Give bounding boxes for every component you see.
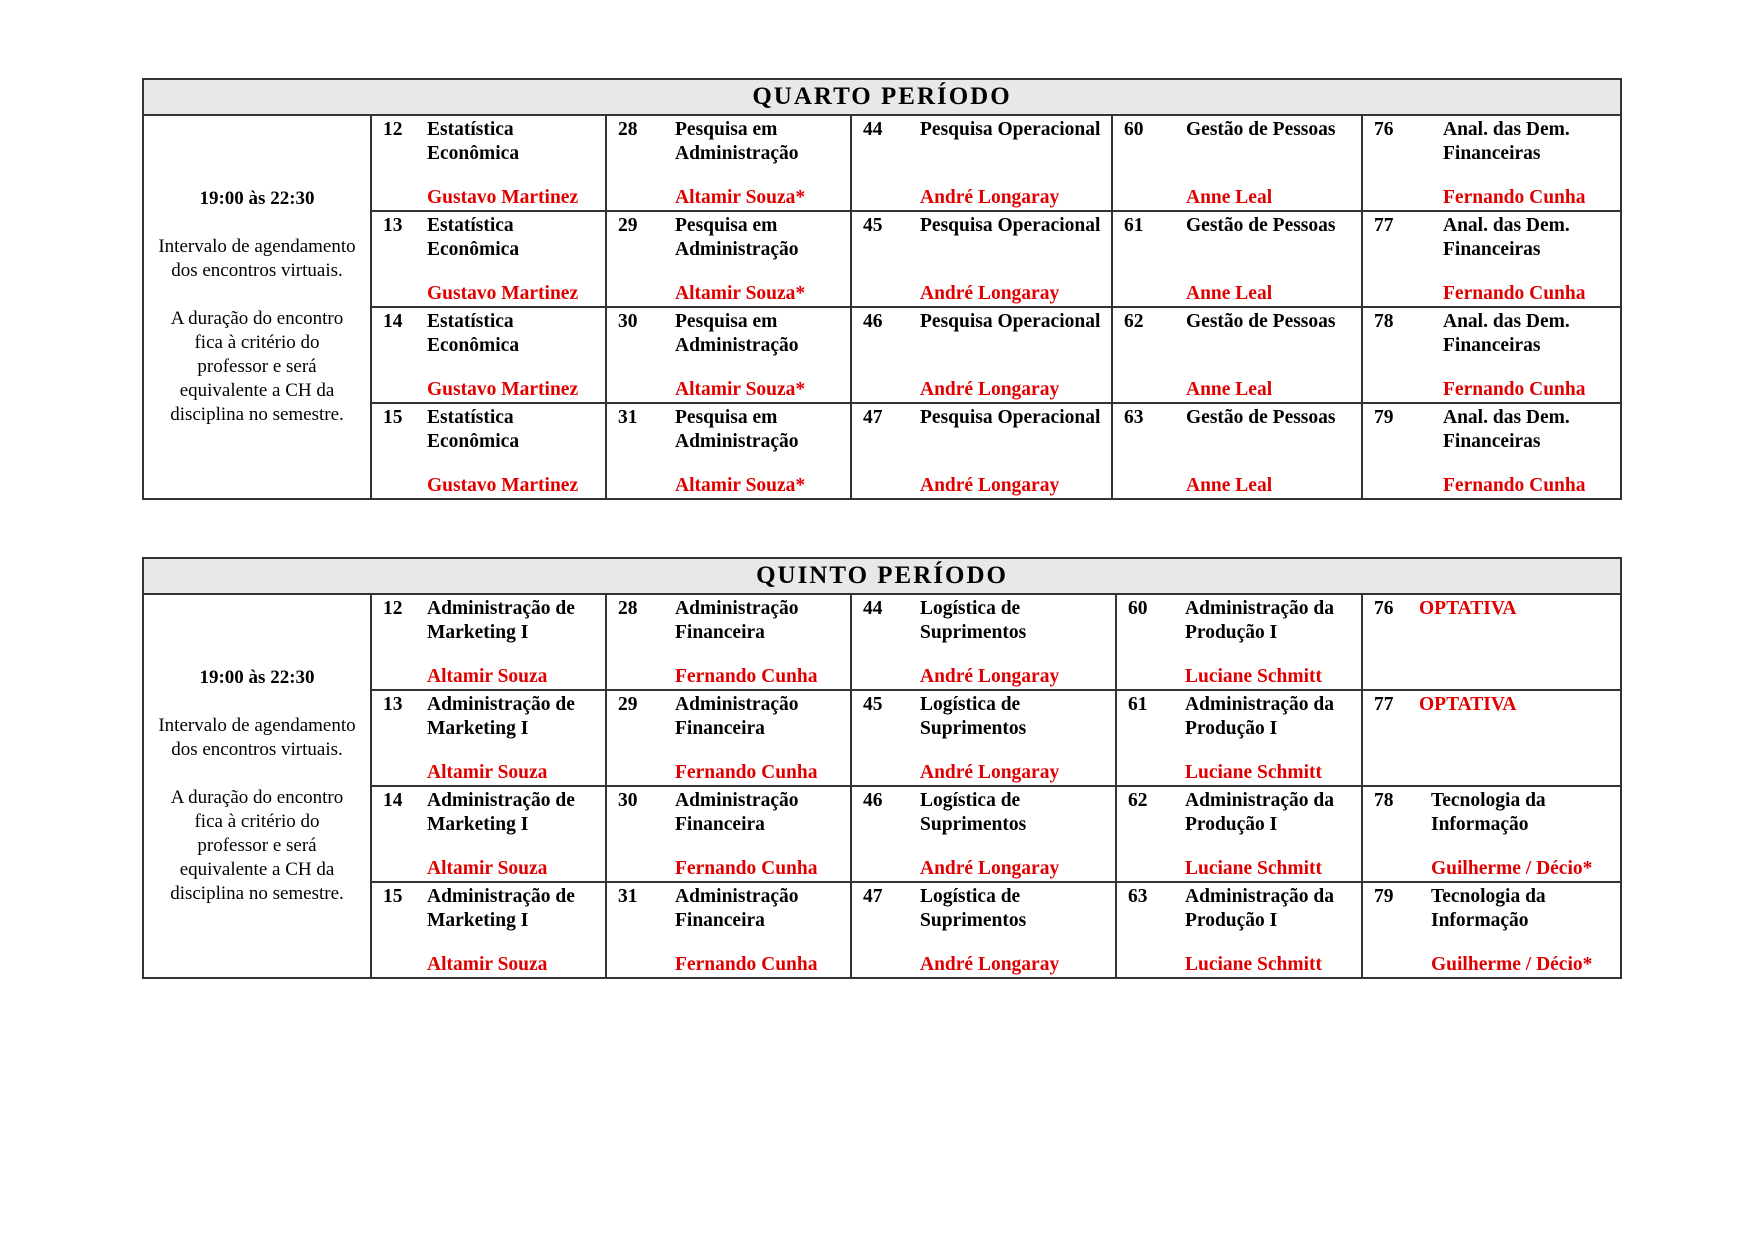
subject-name: Pesquisa em Administração xyxy=(675,119,799,164)
professor-name: Gustavo Martinez xyxy=(427,283,579,304)
professor-name: Anne Leal xyxy=(1186,187,1273,208)
subject-name: Gestão de Pessoas xyxy=(1186,119,1336,140)
slot-number: 44 xyxy=(863,598,883,619)
subject-name: Gestão de Pessoas xyxy=(1186,407,1336,428)
professor-name: Fernando Cunha xyxy=(1443,379,1586,400)
slot-number: 15 xyxy=(383,407,403,428)
slot-number: 77 xyxy=(1374,215,1394,236)
professor-name: Altamir Souza* xyxy=(675,283,806,304)
subject-name: Anal. das Dem. Financeiras xyxy=(1443,407,1570,452)
subject-name: Pesquisa em Administração xyxy=(675,311,799,356)
class-slot xyxy=(606,403,851,499)
professor-name: Anne Leal xyxy=(1186,475,1273,496)
subject-name: Estatística Econômica xyxy=(427,311,520,356)
duration-note: A duração do encontro fica à critério do professor e será equivalente a CH da disciplina no semestre. xyxy=(170,787,344,904)
professor-name: André Longaray xyxy=(920,858,1060,879)
period-table-quinto xyxy=(142,557,1620,979)
slot-number: 14 xyxy=(383,311,403,332)
class-slot xyxy=(851,690,1116,786)
class-slot xyxy=(1112,307,1362,403)
subject-name: Administração de Marketing I xyxy=(427,598,575,643)
professor-name: Altamir Souza* xyxy=(675,475,806,496)
slot-number: 47 xyxy=(863,886,883,907)
slot-number: 60 xyxy=(1124,119,1144,140)
subject-name: Pesquisa em Administração xyxy=(675,407,799,452)
class-slot xyxy=(1362,307,1621,403)
professor-name: André Longaray xyxy=(920,475,1060,496)
class-slot xyxy=(606,307,851,403)
slot-number: 47 xyxy=(863,407,883,428)
subject-name: Tecnologia da Informação xyxy=(1431,790,1546,835)
slot-number: 78 xyxy=(1374,790,1394,811)
subject-name: Administração Financeira xyxy=(675,694,799,739)
subject-name: OPTATIVA xyxy=(1419,598,1517,619)
class-slot xyxy=(1112,115,1362,211)
slot-number: 30 xyxy=(618,790,638,811)
class-slot xyxy=(851,403,1112,499)
subject-name: Administração da Produção I xyxy=(1185,886,1334,931)
class-slot xyxy=(606,211,851,307)
subject-name: Estatística Econômica xyxy=(427,119,520,164)
subject-name: Logística de Suprimentos xyxy=(920,886,1027,931)
subject-name: Pesquisa Operacional xyxy=(920,407,1101,428)
slot-number: 44 xyxy=(863,119,883,140)
subject-name: Administração de Marketing I xyxy=(427,790,575,835)
slot-number: 12 xyxy=(383,598,403,619)
professor-name: Altamir Souza xyxy=(427,762,548,783)
subject-name: Estatística Econômica xyxy=(427,215,520,260)
class-slot xyxy=(371,882,606,978)
slot-number: 28 xyxy=(618,119,638,140)
class-slot xyxy=(606,882,851,978)
class-slot xyxy=(1362,882,1621,978)
schedule-body xyxy=(143,79,1621,499)
class-slot xyxy=(371,690,606,786)
professor-name: André Longaray xyxy=(920,187,1060,208)
class-slot xyxy=(606,594,851,690)
professor-name: Luciane Schmitt xyxy=(1185,954,1323,975)
slot-number: 13 xyxy=(383,215,403,236)
slot-number: 31 xyxy=(618,407,638,428)
interval-note: Intervalo de agendamento dos encontros virtuais. xyxy=(158,715,356,760)
subject-name: Logística de Suprimentos xyxy=(920,598,1027,643)
professor-name: Luciane Schmitt xyxy=(1185,858,1323,879)
class-slot xyxy=(851,594,1116,690)
class-slot xyxy=(606,115,851,211)
professor-name: Altamir Souza* xyxy=(675,187,806,208)
professor-name: André Longaray xyxy=(920,379,1060,400)
slot-number: 45 xyxy=(863,694,883,715)
time-range: 19:00 às 22:30 xyxy=(199,667,315,688)
professor-name: Fernando Cunha xyxy=(675,858,818,879)
class-slot xyxy=(371,115,606,211)
subject-name: Administração da Produção I xyxy=(1185,694,1334,739)
class-slot xyxy=(1362,115,1621,211)
slot-number: 46 xyxy=(863,311,883,332)
subject-name: Pesquisa em Administração xyxy=(675,215,799,260)
slot-number: 30 xyxy=(618,311,638,332)
schedule-body xyxy=(143,558,1621,978)
duration-note: A duração do encontro fica à critério do professor e será equivalente a CH da disciplina no semestre. xyxy=(170,308,344,425)
professor-name: Gustavo Martinez xyxy=(427,379,579,400)
slot-number: 45 xyxy=(863,215,883,236)
subject-name: Anal. das Dem. Financeiras xyxy=(1443,311,1570,356)
subject-name: Administração Financeira xyxy=(675,886,799,931)
class-slot xyxy=(606,786,851,882)
slot-number: 15 xyxy=(383,886,403,907)
class-slot xyxy=(851,786,1116,882)
subject-name: Estatística Econômica xyxy=(427,407,520,452)
subject-name: Pesquisa Operacional xyxy=(920,119,1101,140)
class-slot xyxy=(1362,690,1621,786)
class-slot xyxy=(1362,403,1621,499)
professor-name: Altamir Souza xyxy=(427,666,548,687)
professor-name: Fernando Cunha xyxy=(1443,283,1586,304)
slot-number: 79 xyxy=(1374,407,1394,428)
professor-name: Altamir Souza xyxy=(427,858,548,879)
slot-number: 60 xyxy=(1128,598,1148,619)
slot-number: 61 xyxy=(1128,694,1148,715)
schedule-info xyxy=(143,115,371,499)
professor-name: Gustavo Martinez xyxy=(427,187,579,208)
subject-name: OPTATIVA xyxy=(1419,694,1517,715)
slot-number: 76 xyxy=(1374,119,1394,140)
schedule-info xyxy=(143,594,371,978)
class-slot xyxy=(1362,211,1621,307)
professor-name: Altamir Souza xyxy=(427,954,548,975)
class-slot xyxy=(371,594,606,690)
class-slot xyxy=(1362,594,1621,690)
slot-number: 14 xyxy=(383,790,403,811)
slot-number: 31 xyxy=(618,886,638,907)
class-slot xyxy=(851,211,1112,307)
slot-number: 77 xyxy=(1374,694,1394,715)
class-slot xyxy=(1116,882,1362,978)
professor-name: Anne Leal xyxy=(1186,379,1273,400)
slot-number: 62 xyxy=(1128,790,1148,811)
subject-name: Administração da Produção I xyxy=(1185,598,1334,643)
professor-name: Luciane Schmitt xyxy=(1185,762,1323,783)
professor-name: Guilherme / Décio* xyxy=(1431,954,1593,975)
professor-name: André Longaray xyxy=(920,283,1060,304)
time-range: 19:00 às 22:30 xyxy=(199,188,315,209)
subject-name: Administração de Marketing I xyxy=(427,886,575,931)
period-table-quarto xyxy=(142,78,1620,500)
class-slot xyxy=(1112,403,1362,499)
class-slot xyxy=(1112,211,1362,307)
slot-number: 63 xyxy=(1128,886,1148,907)
subject-name: Administração de Marketing I xyxy=(427,694,575,739)
slot-number: 76 xyxy=(1374,598,1394,619)
subject-name: Administração Financeira xyxy=(675,598,799,643)
class-slot xyxy=(1116,594,1362,690)
period-title: QUINTO PERÍODO xyxy=(143,558,1621,594)
slot-number: 61 xyxy=(1124,215,1144,236)
professor-name: André Longaray xyxy=(920,762,1060,783)
interval-note: Intervalo de agendamento dos encontros virtuais. xyxy=(158,236,356,281)
class-slot xyxy=(851,882,1116,978)
professor-name: Fernando Cunha xyxy=(675,762,818,783)
subject-name: Pesquisa Operacional xyxy=(920,311,1101,332)
subject-name: Logística de Suprimentos xyxy=(920,790,1027,835)
slot-number: 79 xyxy=(1374,886,1394,907)
subject-name: Logística de Suprimentos xyxy=(920,694,1027,739)
professor-name: André Longaray xyxy=(920,954,1060,975)
class-slot xyxy=(606,690,851,786)
subject-name: Pesquisa Operacional xyxy=(920,215,1101,236)
subject-name: Gestão de Pessoas xyxy=(1186,311,1336,332)
professor-name: Altamir Souza* xyxy=(675,379,806,400)
class-slot xyxy=(1362,786,1621,882)
professor-name: Fernando Cunha xyxy=(1443,475,1586,496)
slot-number: 29 xyxy=(618,215,638,236)
slot-number: 63 xyxy=(1124,407,1144,428)
professor-name: Fernando Cunha xyxy=(675,954,818,975)
class-slot xyxy=(371,403,606,499)
slot-number: 78 xyxy=(1374,311,1394,332)
slot-number: 28 xyxy=(618,598,638,619)
subject-name: Anal. das Dem. Financeiras xyxy=(1443,215,1570,260)
class-slot xyxy=(371,307,606,403)
professor-name: Luciane Schmitt xyxy=(1185,666,1323,687)
professor-name: Guilherme / Décio* xyxy=(1431,858,1593,879)
class-slot xyxy=(1116,690,1362,786)
slot-number: 12 xyxy=(383,119,403,140)
slot-number: 62 xyxy=(1124,311,1144,332)
period-title: QUARTO PERÍODO xyxy=(143,79,1621,115)
professor-name: Fernando Cunha xyxy=(1443,187,1586,208)
subject-name: Administração Financeira xyxy=(675,790,799,835)
professor-name: Fernando Cunha xyxy=(675,666,818,687)
professor-name: André Longaray xyxy=(920,666,1060,687)
slot-number: 46 xyxy=(863,790,883,811)
professor-name: Gustavo Martinez xyxy=(427,475,579,496)
class-slot xyxy=(851,307,1112,403)
schedule-table xyxy=(142,557,1622,979)
class-slot xyxy=(371,211,606,307)
schedule-table xyxy=(142,78,1622,500)
subject-name: Anal. das Dem. Financeiras xyxy=(1443,119,1570,164)
slot-number: 13 xyxy=(383,694,403,715)
class-slot xyxy=(1116,786,1362,882)
class-slot xyxy=(851,115,1112,211)
subject-name: Administração da Produção I xyxy=(1185,790,1334,835)
class-slot xyxy=(371,786,606,882)
professor-name: Anne Leal xyxy=(1186,283,1273,304)
subject-name: Tecnologia da Informação xyxy=(1431,886,1546,931)
subject-name: Gestão de Pessoas xyxy=(1186,215,1336,236)
slot-number: 29 xyxy=(618,694,638,715)
